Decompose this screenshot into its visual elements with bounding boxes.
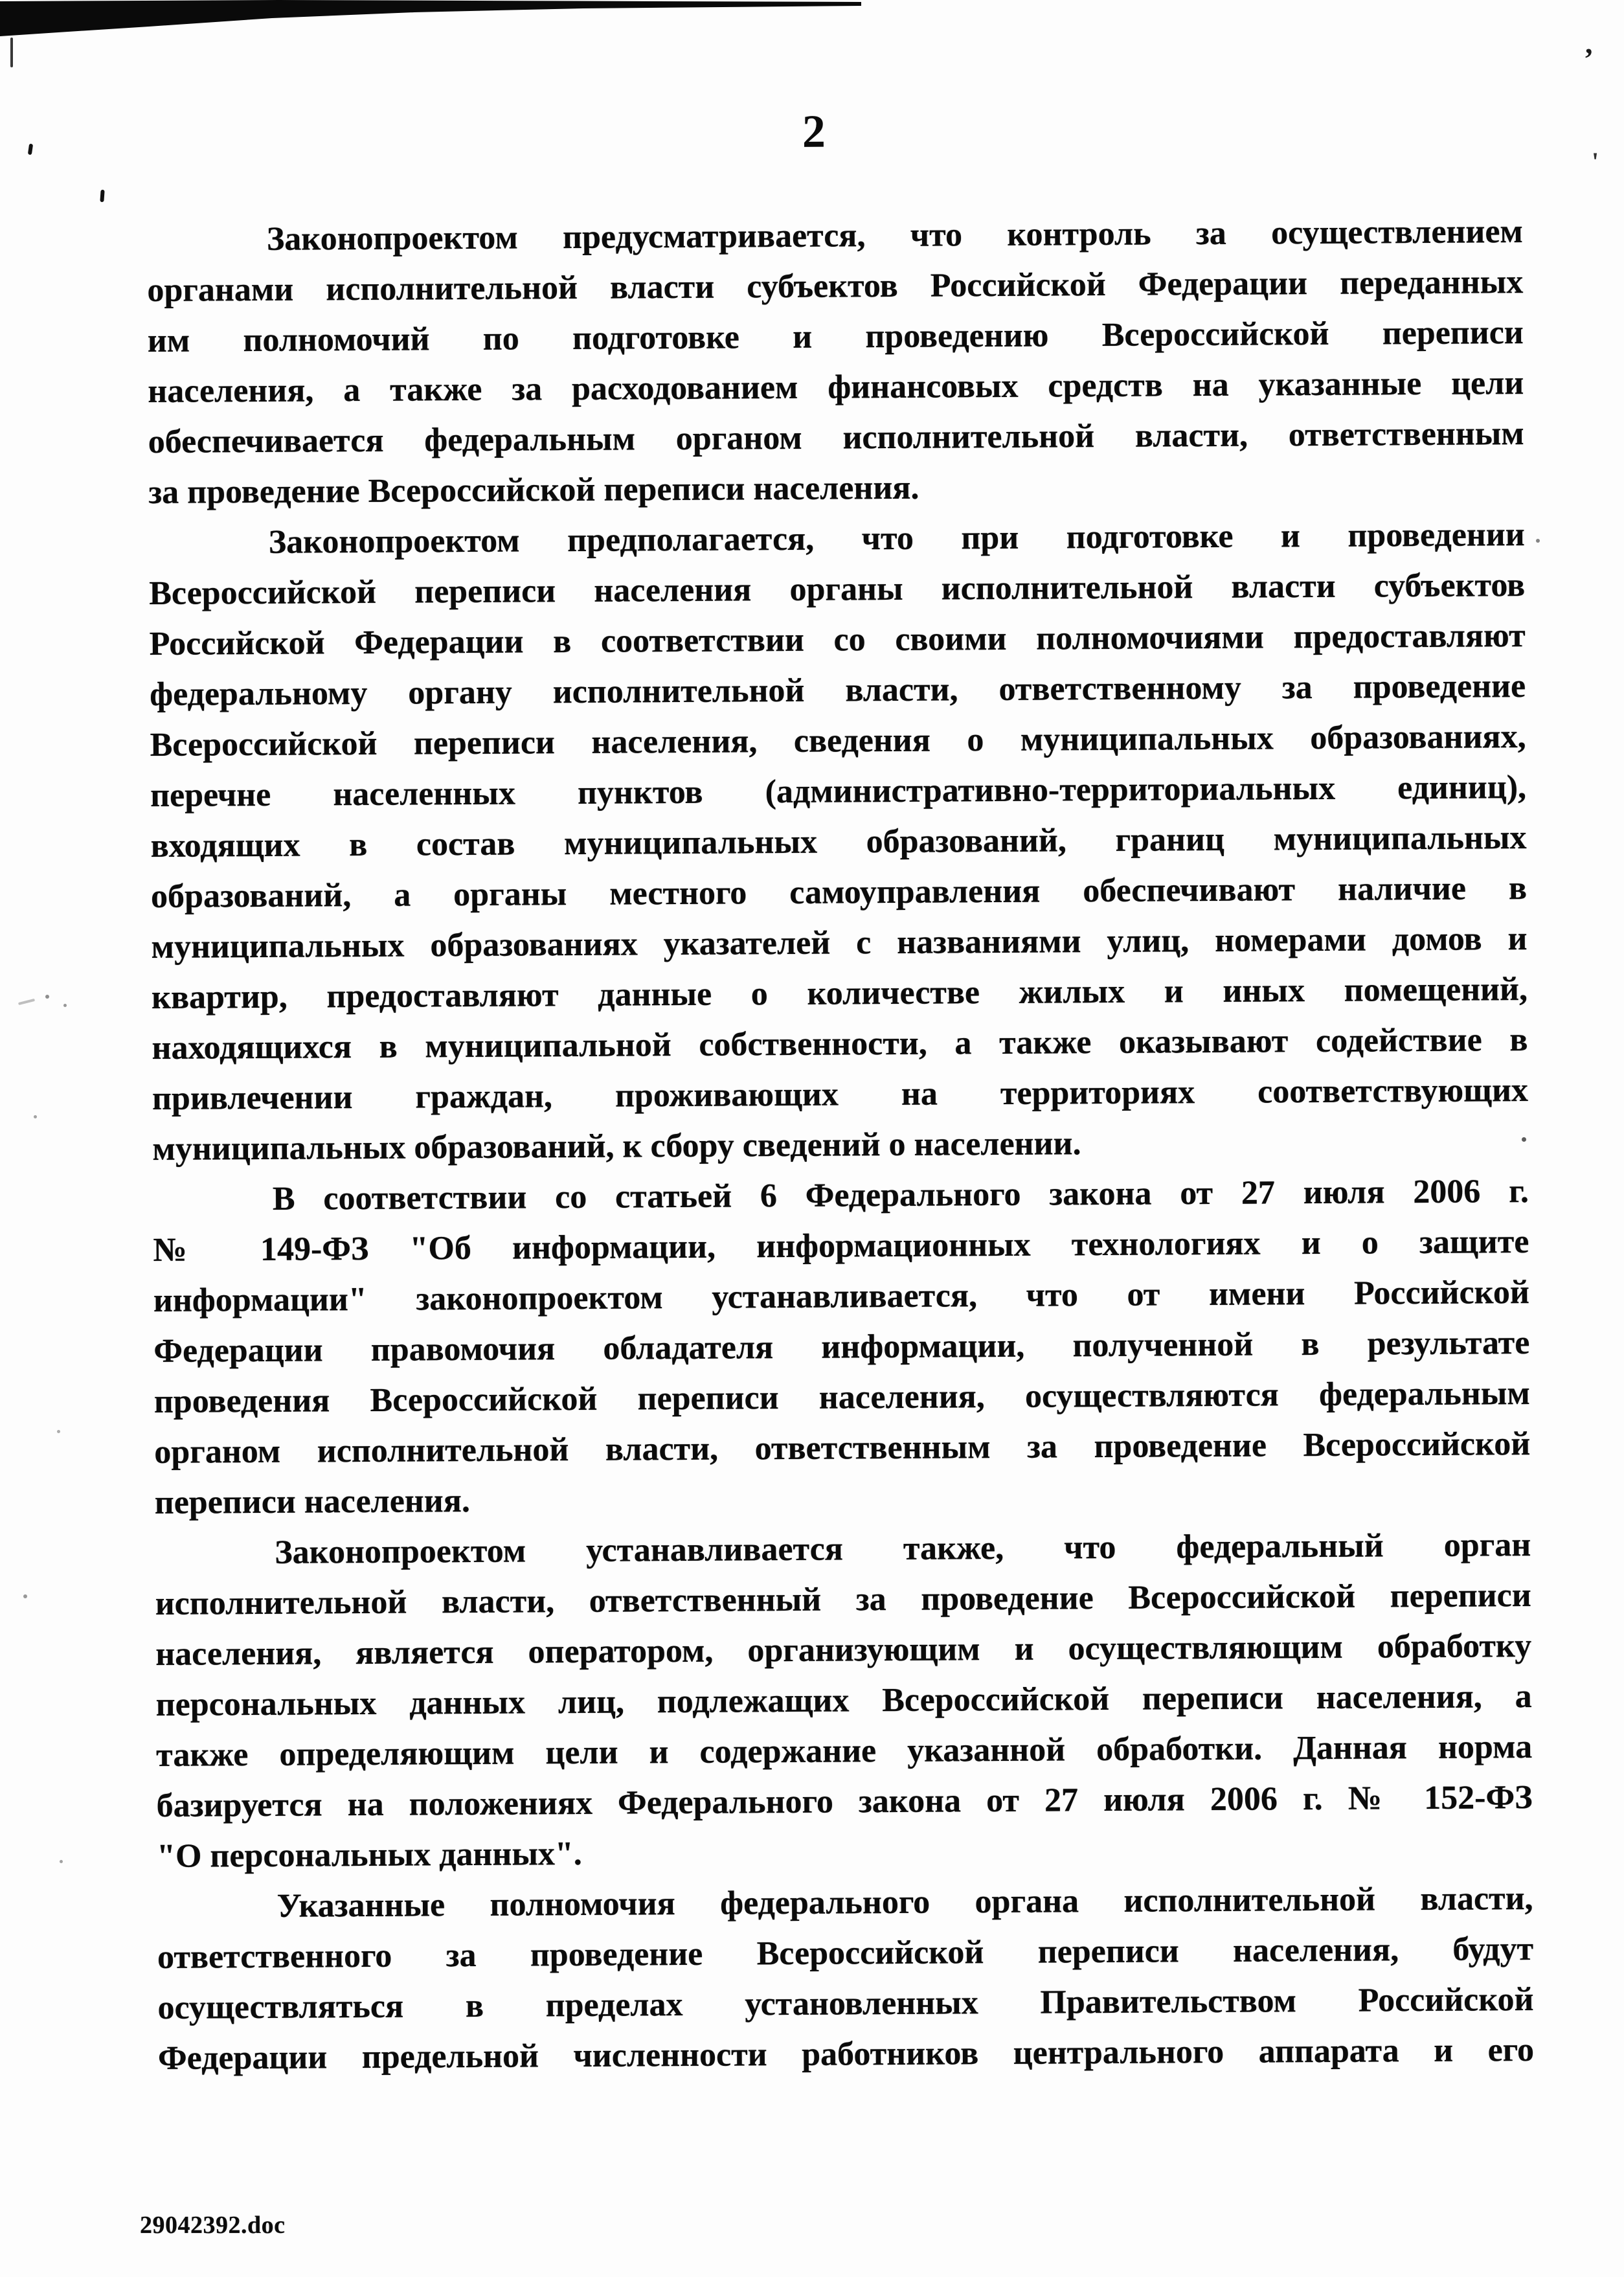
text-line: Российской Федерации в соответствии со своими полномочиями предоставляют [149, 617, 1526, 663]
paragraph [147, 207, 1525, 518]
text-line: базируется на положениях Федерального закона от 27 июля 2006 г. № 152-ФЗ [156, 1778, 1533, 1824]
text-line: Федерации предельной численности работников центрального аппарата и его [157, 2031, 1535, 2077]
text-line: Указанные полномочия федерального органа исполнительной власти, [276, 1879, 1533, 1925]
text-line: информации" законопроектом устанавливается, что от имени Российской [153, 1274, 1530, 1319]
text-line: федеральному органу исполнительной власти, ответственному за проведение [149, 668, 1526, 714]
text-line: за проведение Всероссийской переписи населения. [148, 469, 919, 512]
text-line: Законопроектом предполагается, что при подготовке и проведении [268, 516, 1525, 561]
text-line: находящихся в муниципальной собственности, а также оказывают содействие в [152, 1021, 1528, 1067]
text-line: перечне населенных пунктов (административно-территориальных единиц), [150, 769, 1527, 815]
footer-filename: 29042392.doc [140, 2212, 286, 2239]
text-line: обеспечивается федеральным органом исполнительной власти, ответственным [148, 415, 1524, 461]
text-line: входящих в состав муниципальных образований, границ муниципальных [150, 819, 1527, 865]
paragraph [153, 1166, 1531, 1528]
text-line: Законопроектом предусматривается, что контроль за осуществлением [266, 213, 1524, 258]
text-line: № 149-ФЗ "Об информации, информационных технологиях и о защите [153, 1223, 1529, 1269]
text-line: В соответствии со статьей 6 Федерального закона от 27 июля 2006 г. [272, 1173, 1529, 1218]
text-line: населения, является оператором, организующим и осуществляющим обработку [155, 1627, 1532, 1673]
text-line: муниципальных образований, к сбору сведений о населении. [152, 1125, 1081, 1168]
text-line: исполнительной власти, ответственный за проведение Всероссийской переписи [155, 1577, 1531, 1622]
scan-artifact: ' [1592, 147, 1599, 176]
paragraph [149, 510, 1529, 1175]
text-line: переписи населения. [154, 1482, 471, 1521]
text-line: "О персональных данных". [156, 1835, 582, 1875]
text-line: также определяющим цели и содержание указанной обработки. Данная норма [155, 1728, 1533, 1774]
paragraph [155, 1520, 1533, 1882]
text-line: осуществляться в пределах установленных Правительством Российской [157, 1980, 1534, 2026]
text-line: Законопроектом устанавливается также, что федеральный орган [275, 1526, 1531, 1571]
text-line: ответственного за проведение Всероссийской переписи населения, будут [157, 1930, 1534, 1976]
scan-artifact: , [1585, 27, 1593, 60]
text-line: органами исполнительной власти субъектов Российской Федерации переданных [147, 264, 1524, 310]
page-number: 2 [802, 105, 827, 157]
document-body [147, 207, 1535, 2084]
text-line: органом исполнительной власти, ответственным за проведение Всероссийской [154, 1425, 1531, 1471]
text-line: муниципальных образованиях указателей с названиями улиц, номерами домов и [151, 920, 1528, 966]
text-line: им полномочий по подготовке и проведению Всероссийской переписи [147, 314, 1524, 360]
text-line: населения, а также за расходованием финансовых средств на указанные цели [148, 365, 1524, 411]
text-line: Всероссийской переписи населения органы исполнительной власти субъектов [149, 567, 1526, 613]
text-line: Федерации правомочия обладателя информации, полученной в результате [153, 1324, 1530, 1370]
text-line: квартир, предоставляют данные о количестве жилых и иных помещений, [151, 971, 1528, 1017]
paragraph [157, 1874, 1534, 2084]
text-line: Всероссийской переписи населения, сведения о муниципальных образованиях, [150, 718, 1526, 764]
text-line: проведения Всероссийской переписи населения, осуществляются федеральным [153, 1375, 1530, 1420]
text-line: привлечении граждан, проживающих на территориях соответствующих [152, 1072, 1529, 1117]
text-line: образований, а органы местного самоуправления обеспечивают наличие в [150, 870, 1528, 916]
text-line: персональных данных лиц, подлежащих Всероссийской переписи населения, а [155, 1678, 1532, 1723]
